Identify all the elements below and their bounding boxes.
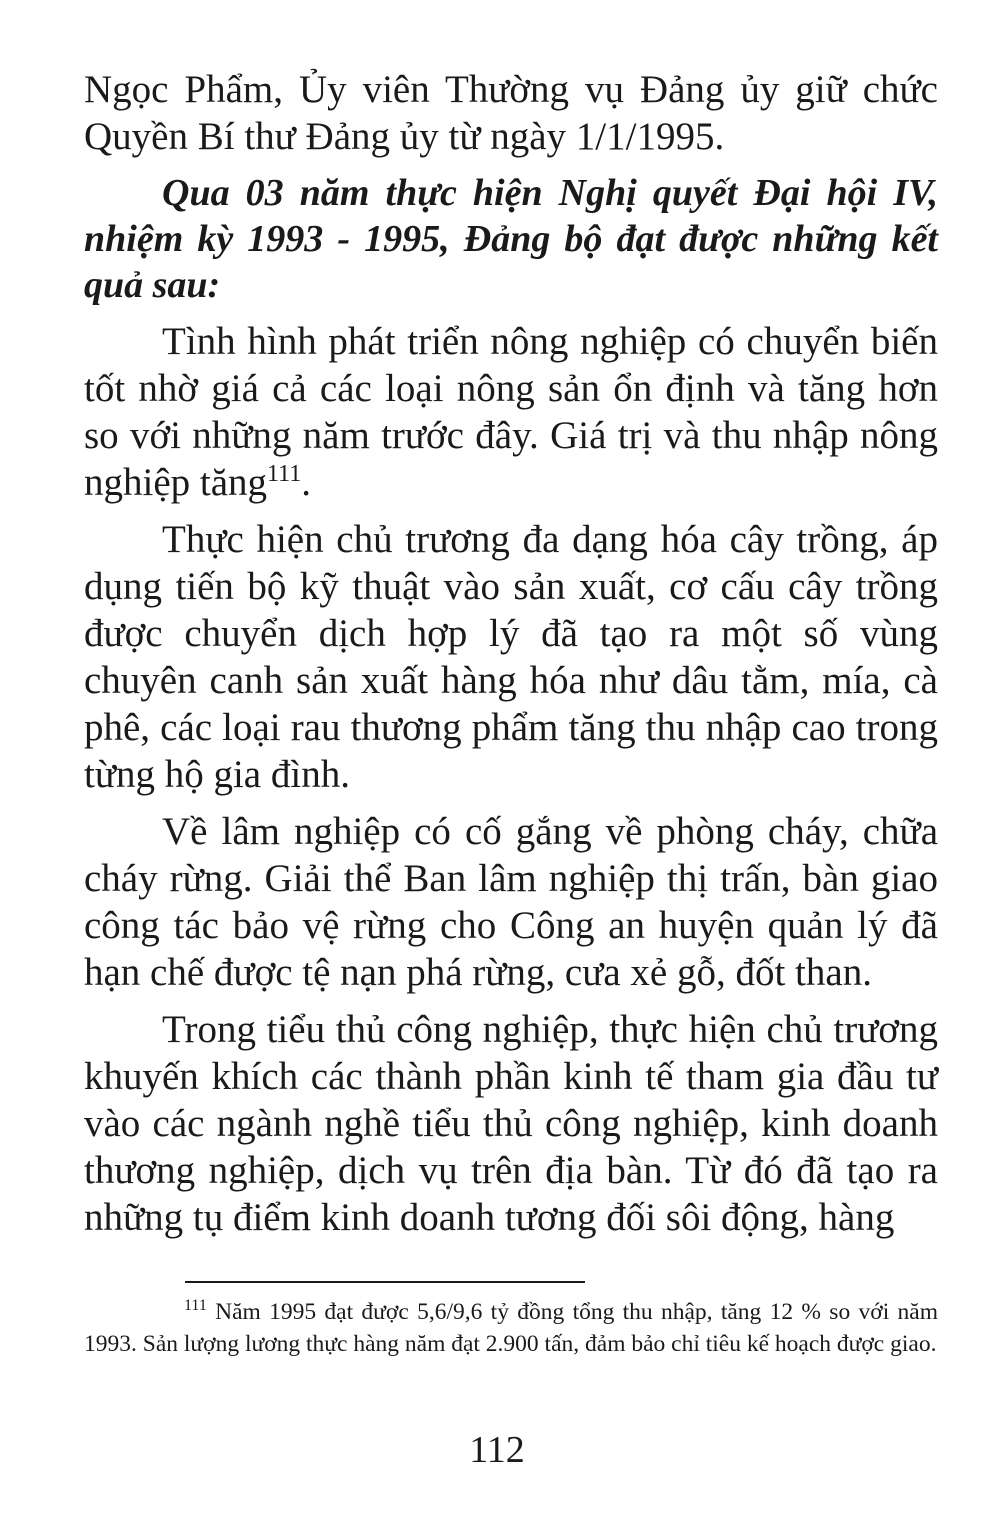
paragraph-continuation: Ngọc Phẩm, Ủy viên Thường vụ Đảng ủy giữ chức Quyền Bí thư Đảng ủy từ ngày 1/1/1995. <box>84 68 938 158</box>
page-number: 112 <box>469 1429 525 1471</box>
footnote-number: 111 <box>184 1297 207 1315</box>
paragraph-crops: Thực hiện chủ trương đa dạng hóa cây trồng, áp dụng tiến bộ kỹ thuật vào sản xuất, cơ cấu cây trồng được chuyển dịch hợp lý đã tạo ra một số vùng chuyên canh sản xuất hàng hóa như dâu tằm, mía, cà phê, các loại rau thương phẩm tăng thu nhập cao trong từng hộ gia đình. <box>84 518 938 796</box>
footnote-reference[interactable]: 111 <box>267 461 302 487</box>
paragraph-agriculture <box>84 318 938 506</box>
page-body <box>84 66 938 1251</box>
footnote <box>84 1296 938 1360</box>
footnote-divider <box>185 1281 585 1283</box>
paragraph-agriculture-end: . <box>301 461 312 504</box>
footnote-text: Năm 1995 đạt được 5,6/9,6 tỷ đồng tổng thu nhập, tăng 12 % so với năm 1993. Sản lượng lương thực hàng năm đạt 2.900 tấn, đảm bảo chỉ tiêu kế hoạch được giao. <box>84 1299 938 1357</box>
paragraph-forestry: Về lâm nghiệp có cố gắng về phòng cháy, chữa cháy rừng. Giải thể Ban lâm nghiệp thị trấn, bàn giao công tác bảo vệ rừng cho Công an huyện quản lý đã hạn chế được tệ nạn phá rừng, cưa xẻ gỗ, đốt than. <box>84 810 938 994</box>
paragraph-agriculture-text: Tình hình phát triển nông nghiệp có chuyển biến tốt nhờ giá cả các loại nông sản ổn định và tăng hơn so với những năm trước đây. Giá trị và thu nhập nông nghiệp tăng <box>84 320 938 504</box>
section-heading: Qua 03 năm thực hiện Nghị quyết Đại hội IV, nhiệm kỳ 1993 - 1995, Đảng bộ đạt được những kết quả sau: <box>84 172 938 306</box>
paragraph-handicraft: Trong tiểu thủ công nghiệp, thực hiện chủ trương khuyến khích các thành phần kinh tế tham gia đầu tư vào các ngành nghề tiểu thủ công nghiệp, kinh doanh thương nghiệp, dịch vụ trên địa bàn. Từ đó đã tạo ra những tụ điểm kinh doanh tương đối sôi động, hàng <box>84 1008 938 1239</box>
